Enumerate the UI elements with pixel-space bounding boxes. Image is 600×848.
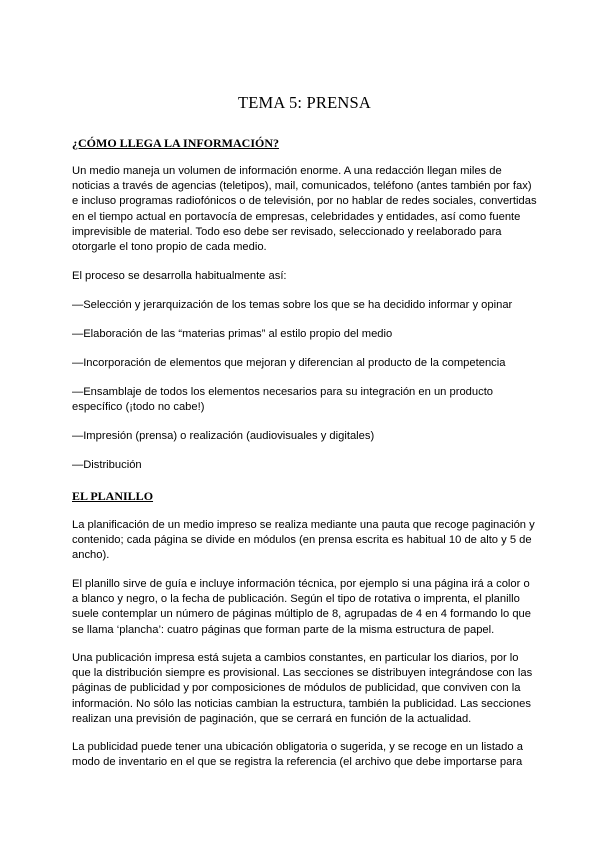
process-step: —Selección y jerarquización de los temas sobre los que se ha decidido informar y opinar [72, 299, 513, 311]
document-title: TEMA 5: PRENSA [238, 93, 371, 112]
process-step: —Ensamblaje de todos los elementos necesarios para su integración en un producto específico (¡todo no cabe!) [72, 386, 494, 414]
process-step: —Elaboración de las “materias primas” al estilo propio del medio [72, 328, 393, 340]
process-intro: El proceso se desarrolla habitualmente así: [72, 270, 287, 282]
process-step: —Distribución [72, 459, 142, 471]
planillo-paragraph: El planillo sirve de guía e incluye información técnica, por ejemplo si una página irá a color o a blanco y negro, o la fecha de publicación. Según el tipo de rotativa o imprenta, el planillo suele contemplar un número de páginas múltiplo de 8, agrupadas de 4 en 4 formando lo que se llama ‘plancha’: cuatro páginas que forman parte de la misma estructura de papel. [72, 578, 531, 636]
planillo-paragraph: La planificación de un medio impreso se realiza mediante una pauta que recoge paginación y contenido; cada página se divide en módulos (en prensa escrita es habitual 10 de alto y 5 de ancho). [72, 519, 535, 562]
planillo-paragraph: Una publicación impresa está sujeta a cambios constantes, en particular los diarios, por lo que la distribución siempre es provisional. Las secciones se distribuyen integrándose con las páginas de publicidad y por composiciones de módulos de publicidad, que conviven con la información. No sólo las noticias cambian la estructura, también la publicidad. Las secciones realizan una previsión de paginación, que se cerrará en función de la actualidad. [72, 652, 533, 725]
planillo-paragraph: La publicidad puede tener una ubicación obligatoria o sugerida, y se recoge en un listado a modo de inventario en el que se registra la referencia (el archivo que debe importarse para [72, 741, 523, 769]
process-step: —Impresión (prensa) o realización (audiovisuales y digitales) [72, 430, 375, 442]
section-heading-planillo: EL PLANILLO [72, 489, 154, 503]
section-heading-como-llega: ¿CÓMO LLEGA LA INFORMACIÓN? [72, 136, 280, 150]
process-step: —Incorporación de elementos que mejoran y diferencian al producto de la competencia [72, 357, 506, 369]
intro-paragraph: Un medio maneja un volumen de información enorme. A una redacción llegan miles de noticias a través de agencias (teletipos), mail, comunicados, teléfono (antes también por fax) e incluso programas radiofónicos o de televisión, por no hablar de redes sociales, convertidas en el tiempo actual en portavocía de empresas, celebridades y entidades, así como fuente imprevisible de material. Todo eso debe ser revisado, seleccionado y reelaborado para otorgarle el tono propio de cada medio. [72, 165, 537, 254]
